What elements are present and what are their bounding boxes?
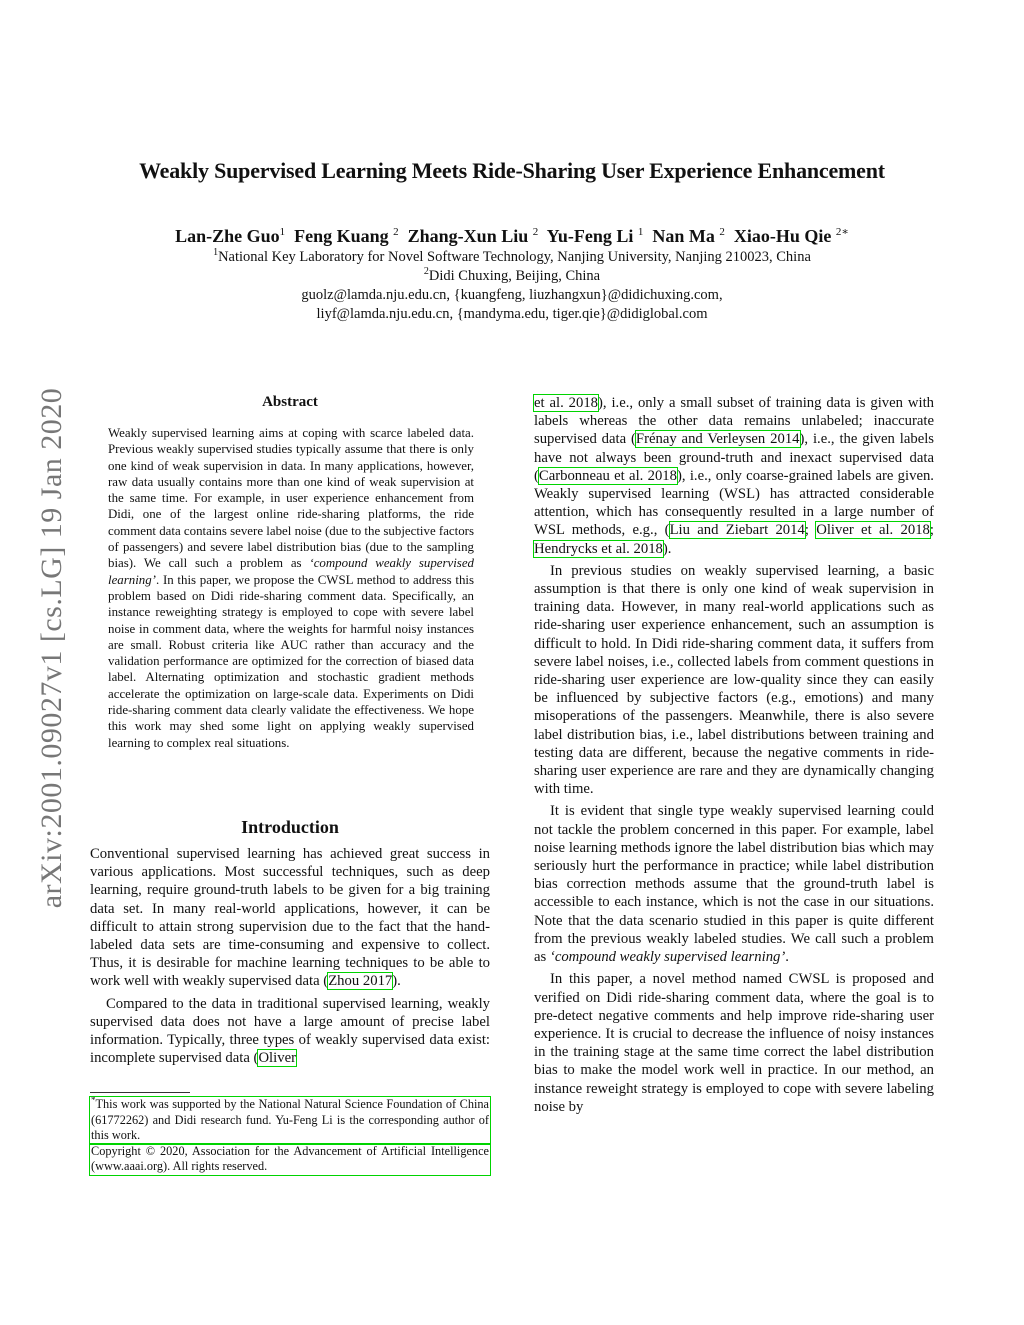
abstract-text: . In this paper, we propose the CWSL method to address this problem based on Didi ride-sharing comment data. Specifically, an instance reweighting strategy is employed to cope with severe label noise in comment data, where the weights for harmful noisy instances are small. Robust criteria like AUC rather than accuracy and the validation performance are optimized for the correction of biased data label. Alternating optimization and stochastic gradient methods accelerate the optimization on large-scale data. Experiments on Didi ride-sharing comment data clearly validate the effectiveness. We hope this work may shed some light on applying weakly supervised learning to complex real situations. (108, 572, 474, 750)
abstract-text: Weakly supervised learning aims at coping with scarce labeled data. Previous weakly supervised studies typically assume that there is only one kind of weak supervision in data. In many applications, however, raw data usually contains more than one kind of weak supervision at the same time. For example, in user experience enhancement from Didi, one of the largest online ride-sharing platforms, the ride comment data contains severe label noise (due to the subjective factors of passengers) and severe label distribution bias (due to the sampling bias). We call such a problem as (108, 426, 474, 571)
emails-line-2: liyf@lamda.nju.edu.cn, {mandyma.edu, tiger.qie}@didiglobal.com (316, 306, 708, 322)
citation-link[interactable]: Oliver (258, 1050, 296, 1067)
citation-link[interactable]: Zhou 2017 (328, 973, 393, 990)
abstract-body (108, 425, 474, 751)
paragraph-text: Compared to the data in traditional supervised learning, weakly supervised data does not have a large amount of precise label information. Typically, three types of weakly supervised data exist: incomplete supervised data ( (90, 995, 490, 1067)
citation-link[interactable]: Carbonneau et al. 2018 (538, 467, 677, 484)
paragraph-text: It is evident that single type weakly supervised learning could not tackle the problem concerned in this paper. For example, label noise learning methods ignore the label distribution bias which may seriously hurt the performance in practice; while label distribution bias correction methods assume that the ground-truth label is accessible to each instance, which is not the case in our situations. Note that the data scenario studied in this paper is quite different from the previous weakly labeled studies. We call such a problem as (534, 803, 934, 966)
author-affiliation-mark: 1 (637, 226, 644, 238)
section-heading-introduction: Introduction (241, 817, 339, 837)
left-column-body (90, 845, 490, 1071)
paragraph-text: ), i.e., only coarse-grained labels are given. Weakly supervised learning (WSL) has attracted considerable attention, which has consequently resulted in a large number of WSL methods, e.g., ( (534, 467, 934, 539)
author-list (0, 226, 1024, 247)
paragraph (534, 802, 934, 966)
paper-title: Weakly Supervised Learning Meets Ride-Sharing User Experience Enhancement (139, 158, 885, 183)
author-affiliation-mark: 2∗ (835, 226, 849, 238)
citation-separator: ; (929, 522, 934, 539)
citation-link[interactable]: Frénay and Verleysen 2014 (635, 431, 800, 448)
abstract-heading: Abstract (262, 394, 318, 410)
affiliation-1 (0, 249, 1024, 266)
right-column-body (534, 394, 934, 1120)
author-affiliation-mark: 2 (532, 226, 539, 238)
paragraph-text: ), i.e., the given labels have not always been ground-truth and inexact supervised data ( (534, 431, 935, 484)
author-name: Nan Ma (652, 226, 715, 246)
footnote-text: This work was supported by the National Natural Science Foundation of China (61772262) and Didi research fund. Yu-Feng Li is the corresponding author of this work. (91, 1097, 489, 1143)
citation-link[interactable]: Liu and Ziebart 2014 (669, 522, 805, 539)
emails-line-1: guolz@lamda.nju.edu.cn, {kuangfeng, liuzhangxun}@didichuxing.com, (301, 287, 723, 303)
author-name: Yu-Feng Li (546, 226, 634, 246)
affiliation-2 (0, 268, 1024, 285)
author-name: Zhang-Xun Liu (407, 226, 529, 246)
footnote-rule (90, 1092, 190, 1093)
author-name: Xiao-Hu Qie (733, 226, 832, 246)
affiliation-text: Didi Chuxing, Beijing, China (428, 268, 601, 284)
citation-separator: ; (804, 522, 817, 539)
paragraph (90, 845, 490, 991)
footnote (90, 1094, 490, 1175)
paragraph-text: ). (662, 540, 672, 557)
paragraph-text: Conventional supervised learning has achieved great success in various applications. Most successful techniques, such as deep learning, require ground-truth labels to be given for a big training data set. In many real-world applications, however, it can be difficult to attain strong supervision due to the fact that the hand-labeled data sets are time-consuming and expensive to collect. Thus, it is desirable for machine learning techniques to be able to work well with weakly supervised data ( (90, 846, 490, 990)
citation-link[interactable]: Oliver et al. 2018 (816, 522, 930, 539)
affiliation-mark: 1 (213, 247, 219, 259)
paragraph-text: . (785, 949, 789, 966)
paragraph-term: ‘compound weakly supervised learning’ (549, 949, 786, 966)
paragraph (90, 995, 490, 1068)
paragraph: In previous studies on weakly supervised learning, a basic assumption is that there is only one kind of weak supervision in training data. However, in many real-world applications such as ride-sharing user experience enhancement, such an assumption is difficult to hold. In Didi ride-sharing comment data, it suffers from severe label noises, i.e., collected labels from comment questions in ride-sharing user experience are low-quality since they can easily be influenced by subjective factors (e.g., emotions) and many misoperations of the passengers. Meanwhile, there is also severe label distribution bias, i.e., label distributions between training and testing data are different, because the negative comments in ride-sharing user experience are rare and they are dynamically changing with time. (534, 562, 934, 798)
author-affiliation-mark: 2 (719, 226, 725, 238)
paragraph (534, 394, 934, 558)
paragraph-text: ), i.e., only a small subset of training data is given with labels whereas the other data remains unlabeled; inaccurate supervised data ( (534, 395, 934, 448)
paragraph-text: ). (392, 973, 401, 990)
footnote-funding-link[interactable] (90, 1094, 490, 1144)
author-affiliation-mark: 1 (279, 226, 286, 238)
footnote-mark: * (91, 1094, 96, 1105)
citation-link[interactable]: Hendrycks et al. 2018 (534, 540, 663, 557)
footnote-copyright-link[interactable]: Copyright © 2020, Association for the Advancement of Artificial Intelligence (www.aaai.org). All rights reserved. (91, 1143, 489, 1174)
affiliation-text: National Key Laboratory for Novel Software Technology, Nanjing University, Nanjing 210023, China (218, 249, 811, 265)
paragraph: In this paper, a novel method named CWSL is proposed and verified on Didi ride-sharing comment data, where the goal is to pre-detect negative comments and help improve ride-sharing user experience. It is crucial to decrease the influence of noisy instances in the training stage at the same time correct the label distribution bias to make the model work well in practice. In our method, an instance reweight strategy is employed to cope with severe labeling noise by (534, 971, 934, 1115)
affiliation-mark: 2 (423, 266, 429, 278)
arxiv-identifier: arXiv:2001.09027v1 [cs.LG] 19 Jan 2020 (35, 387, 68, 909)
author-name: Lan-Zhe Guo (175, 226, 280, 246)
abstract-term: ‘compound weakly supervised learning’ (108, 556, 474, 587)
citation-link[interactable]: et al. 2018 (534, 395, 599, 411)
author-affiliation-mark: 2 (393, 226, 399, 238)
author-name: Feng Kuang (294, 226, 389, 246)
